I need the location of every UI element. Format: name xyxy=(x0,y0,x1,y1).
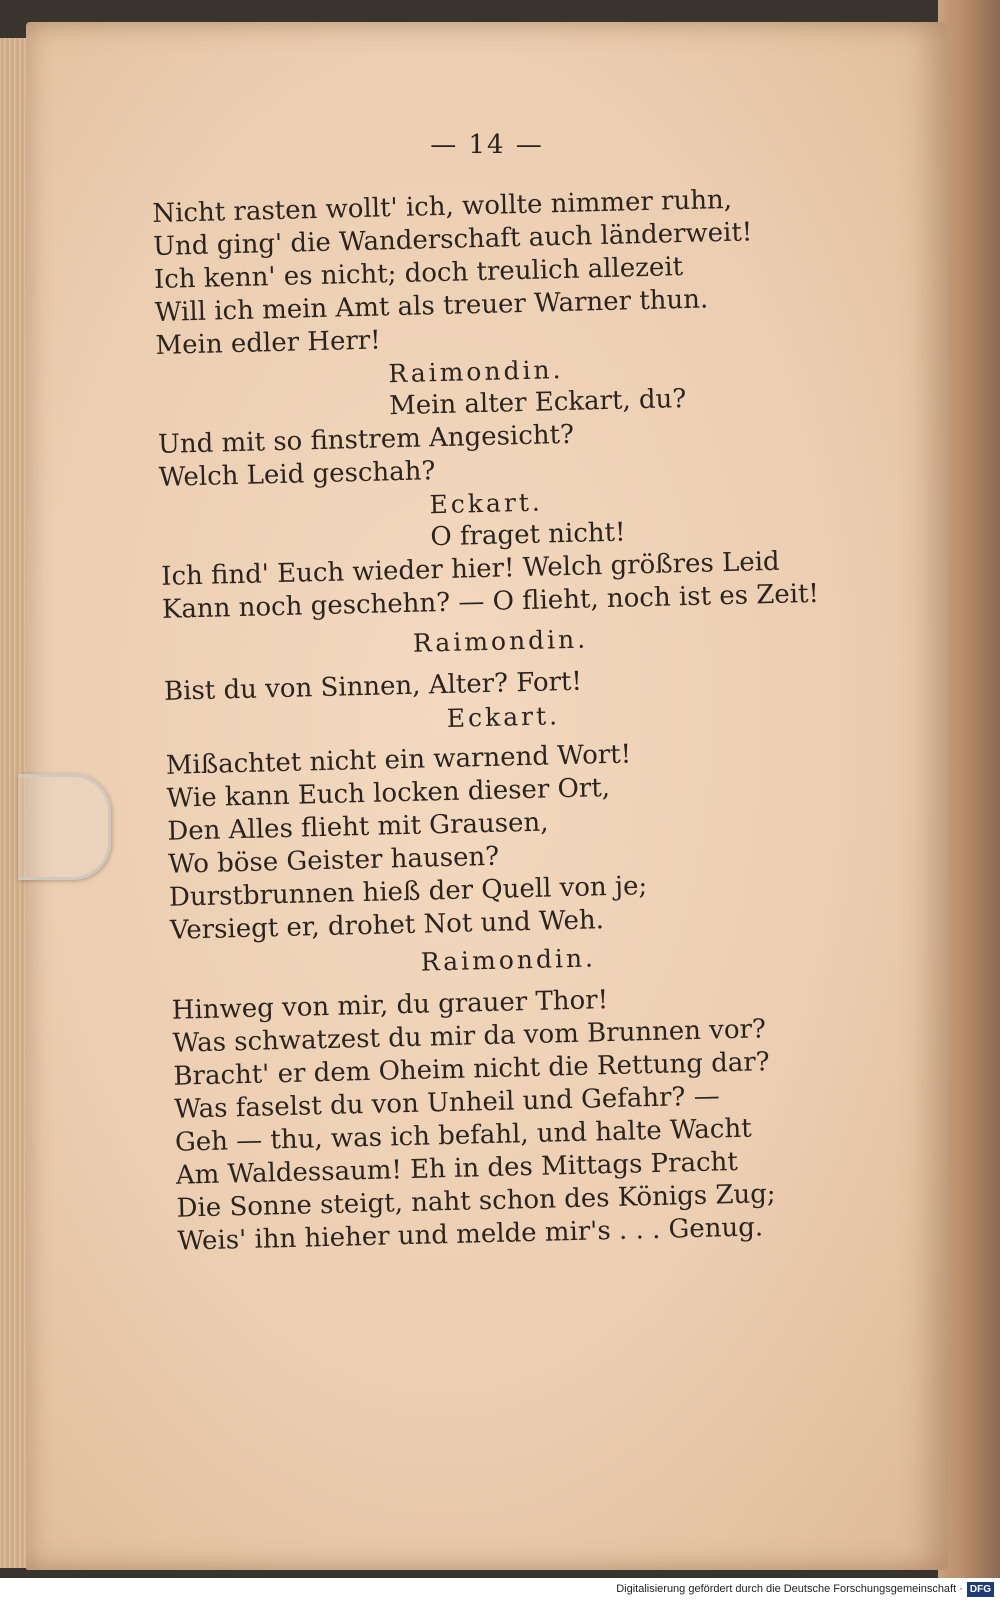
verse-line: Bracht' er dem Oheim nicht die Rettung dar? xyxy=(173,1047,771,1092)
verse-line: Nicht rasten wollt' ich, wollte nimmer ruhn, xyxy=(152,184,733,229)
verse-line: Hinweg von mir, du grauer Thor! xyxy=(171,985,609,1026)
verse-line: Am Waldessaum! Eh in des Mittags Pracht xyxy=(175,1146,739,1191)
speaker-name: Raimondin. xyxy=(412,624,589,658)
verse-line: Wo böse Geister hausen? xyxy=(167,841,500,880)
digitization-footer xyxy=(0,1578,1000,1601)
verse-line: Was faselst du von Unheil und Gefahr? — xyxy=(173,1081,721,1125)
speaker-name: Eckart. xyxy=(429,487,544,520)
verse-line: Welch Leid geschah? xyxy=(158,456,436,493)
verse-line: Bist du von Sinnen, Alter? Fort! xyxy=(163,666,583,707)
verse-line: Ich kenn' es nicht; doch treulich allezeit xyxy=(153,252,684,295)
verse-line: Durstbrunnen hieß der Quell von je; xyxy=(168,871,648,913)
verse-line: Wie kann Euch locken dieser Ort, xyxy=(166,772,611,814)
verse-line: Weis' ihn hieher und melde mir's . . . Genug. xyxy=(177,1212,764,1257)
verse-line: Ich find' Euch wieder hier! Welch größres Leid xyxy=(160,546,781,592)
speaker-name: Raimondin. xyxy=(388,355,564,389)
verse-line: Will ich mein Amt als treuer Warner thun. xyxy=(154,284,709,328)
verse-line: Geh — thu, was ich befahl, und halte Wacht xyxy=(174,1113,752,1158)
poem-text xyxy=(152,180,898,1258)
book-page xyxy=(26,22,948,1570)
verse-line: Mißachtet nicht ein warnend Wort! xyxy=(165,739,632,781)
verse-line: Und ging' die Wanderschaft auch länderweit! xyxy=(152,217,753,262)
verse-line: Versiegt er, drohet Not und Weh. xyxy=(169,905,605,946)
footer-credit: Digitalisierung gefördert durch die Deutsche Forschungsgemeinschaft · xyxy=(616,1583,963,1595)
verse-line: Mein alter Eckart, du? xyxy=(388,384,687,422)
verse-line: Mein edler Herr! xyxy=(155,325,382,361)
page-number: — 14 — xyxy=(430,130,544,160)
verse-line: Kann noch geschehn? — O flieht, noch ist es Zeit! xyxy=(161,578,820,625)
dfg-logo: DFG xyxy=(967,1582,994,1597)
verse-line: O fraget nicht! xyxy=(430,517,626,553)
verse-line: Was schwatzest du mir da vom Brunnen vor? xyxy=(172,1014,767,1059)
paper-clip xyxy=(18,774,111,880)
speaker-name: Eckart. xyxy=(446,701,561,733)
speaker-name: Raimondin. xyxy=(420,943,597,977)
verse-line: Und mit so finstrem Angesicht? xyxy=(157,419,575,460)
verse-line: Den Alles flieht mit Grausen, xyxy=(167,807,549,847)
verse-line: Die Sonne steigt, naht schon des Königs Zug; xyxy=(176,1179,776,1224)
